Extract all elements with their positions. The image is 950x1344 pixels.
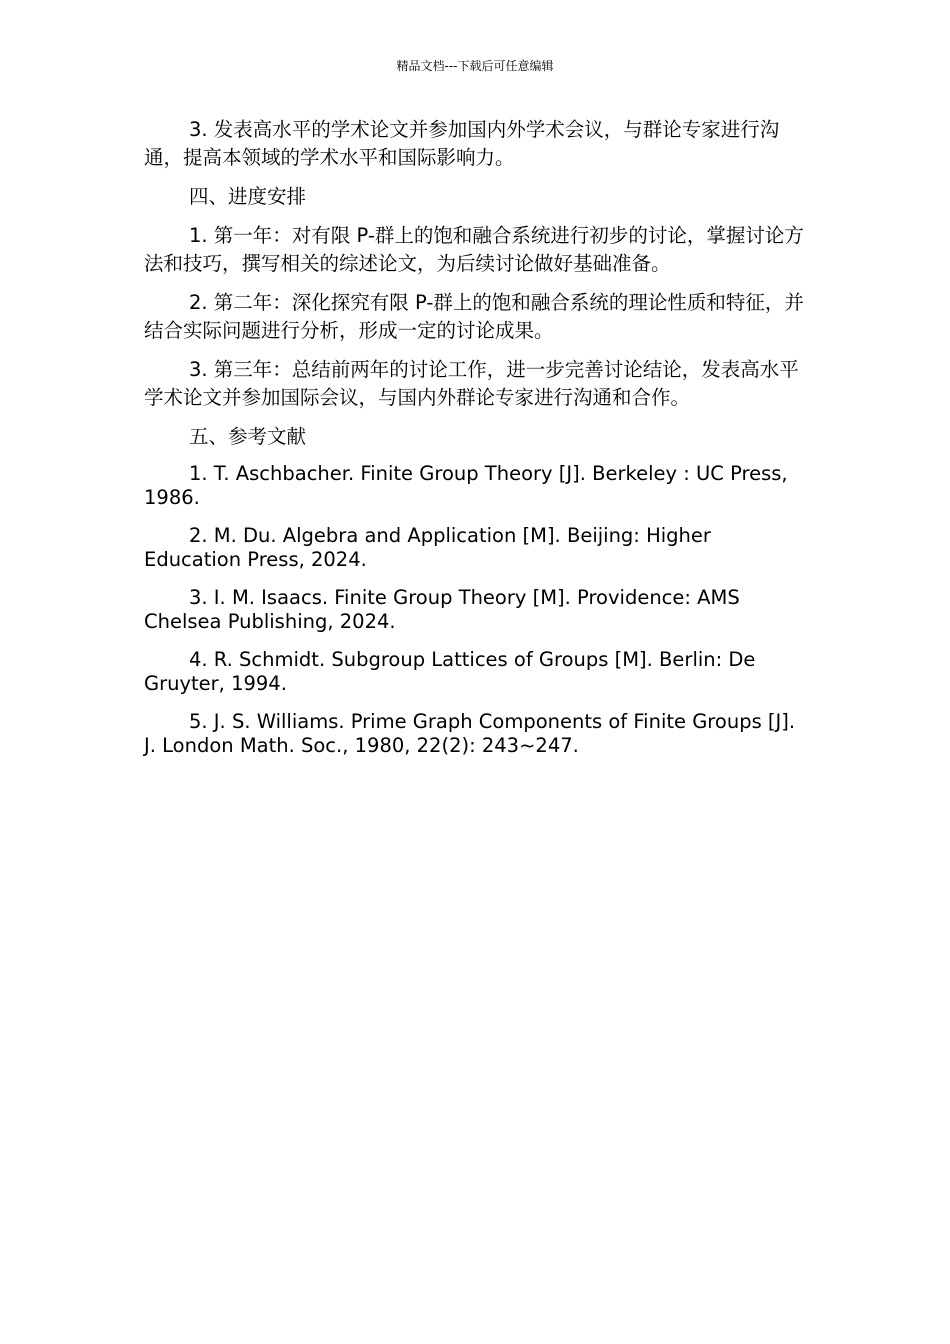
schedule-item-2: 2. 第二年：深化探究有限 P-群上的饱和融合系统的理论性质和特征，并结合实际问题进行分析，形成一定的讨论成果。 (144, 291, 804, 342)
page-header: 精品文档---下载后可任意编辑 (396, 59, 554, 73)
section-heading-references: 五、参考文献 (189, 425, 307, 448)
document-body (144, 116, 812, 772)
reference-item-5: 5. J. S. Williams. Prime Graph Components of Finite Groups [J]. J. London Math. Soc., 1980, 22(2): 243~247. (144, 710, 796, 757)
schedule-item-1: 1. 第一年：对有限 P-群上的饱和融合系统进行初步的讨论，掌握讨论方法和技巧，撰写相关的综述论文，为后续讨论做好基础准备。 (144, 224, 804, 275)
reference-item-2: 2. M. Du. Algebra and Application [M]. Beijing: Higher Education Press, 2024. (144, 524, 711, 571)
schedule-item-3: 3. 第三年：总结前两年的讨论工作，进一步完善讨论结论，发表高水平学术论文并参加国际会议，与国内外群论专家进行沟通和合作。 (144, 358, 799, 409)
goal-item-3: 3. 发表高水平的学术论文并参加国内外学术会议，与群论专家进行沟通，提高本领域的学术水平和国际影响力。 (144, 118, 780, 169)
reference-item-4: 4. R. Schmidt. Subgroup Lattices of Groups [M]. Berlin: De Gruyter, 1994. (144, 648, 756, 695)
reference-item-3: 3. I. M. Isaacs. Finite Group Theory [M]. Providence: AMS Chelsea Publishing, 2024. (144, 586, 740, 633)
reference-item-1: 1. T. Aschbacher. Finite Group Theory [J]. Berkeley : UC Press, 1986. (144, 462, 788, 509)
section-heading-schedule: 四、进度安排 (189, 185, 307, 208)
